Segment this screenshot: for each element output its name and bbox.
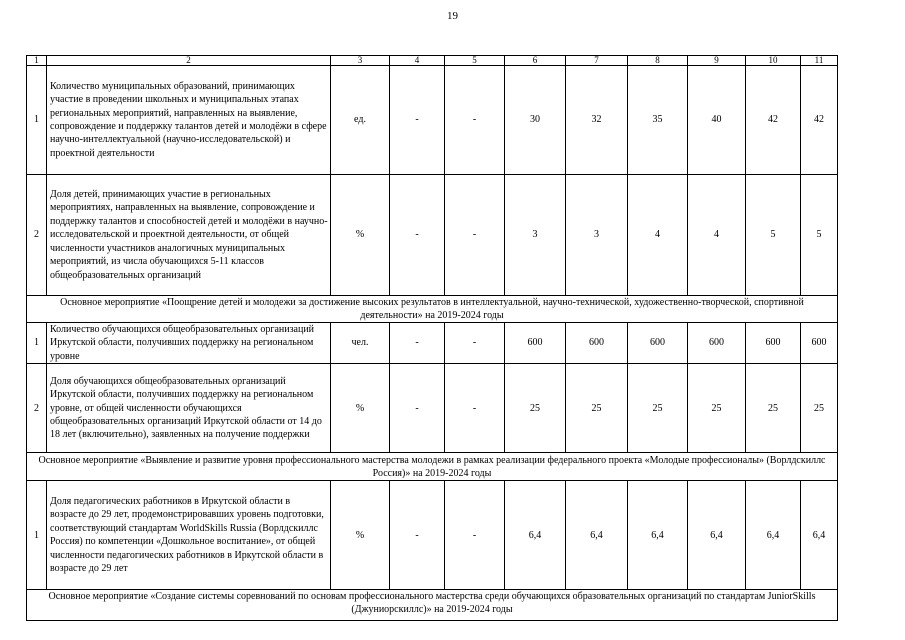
unit-cell: % [331,481,390,590]
value-cell: - [390,481,445,590]
section-heading: Основное мероприятие «Выявление и развитие уровня профессионального мастерства молодежи в рамках реализации федерального проекта «Молодые профессионалы» (Ворлдскиллс Россия)» на 2019-2024 годы [27,453,838,481]
value-cell: 5 [746,175,801,296]
value-cell: 32 [566,66,628,175]
table-row [27,323,838,364]
unit-cell: ед. [331,66,390,175]
row-number: 2 [27,364,47,453]
unit-cell: чел. [331,323,390,364]
value-cell: 4 [628,175,688,296]
column-number: 7 [566,56,628,66]
unit-cell: % [331,175,390,296]
value-cell: 25 [801,364,838,453]
value-cell: - [445,175,505,296]
value-cell: 600 [628,323,688,364]
value-cell: 25 [628,364,688,453]
indicator-description: Количество муниципальных образований, принимающих участие в проведении школьных и муниципальных этапах региональных мероприятий, направленных на выявление, сопровождение и поддержку талантов детей и молодёжи в сфере научно-интеллектуальной (научно-исследовательской) и проектной деятельности [47,66,331,175]
value-cell: 6,4 [566,481,628,590]
value-cell: - [390,323,445,364]
value-cell: 3 [566,175,628,296]
table-row [27,175,838,296]
page-number: 19 [447,10,458,22]
row-number: 1 [27,66,47,175]
indicator-description: Количество обучающихся общеобразовательных организаций Иркутской области, получивших поддержку на региональном уровне [47,323,331,364]
value-cell: 25 [688,364,746,453]
row-number: 2 [27,175,47,296]
value-cell: 3 [505,175,566,296]
value-cell: 25 [566,364,628,453]
value-cell: 600 [746,323,801,364]
value-cell: - [445,66,505,175]
value-cell: 25 [505,364,566,453]
section-heading: Основное мероприятие «Поощрение детей и молодежи за достижение высоких результатов в интеллектуальной, научно-технической, художественно-творческой, спортивной деятельности» на 2019-2024 годы [27,296,838,323]
value-cell: - [390,66,445,175]
column-number-row [27,56,838,66]
value-cell: 42 [746,66,801,175]
section-heading-row [27,590,838,621]
column-number: 8 [628,56,688,66]
value-cell: 600 [566,323,628,364]
value-cell: 30 [505,66,566,175]
table-row [27,364,838,453]
value-cell: 40 [688,66,746,175]
value-cell: 42 [801,66,838,175]
row-number: 1 [27,323,47,364]
row-number: 1 [27,481,47,590]
value-cell: 600 [801,323,838,364]
table-row [27,66,838,175]
column-number: 5 [445,56,505,66]
value-cell: 4 [688,175,746,296]
section-heading-row [27,296,838,323]
unit-cell: % [331,364,390,453]
value-cell: - [445,323,505,364]
column-number: 1 [27,56,47,66]
section-heading: Основное мероприятие «Создание системы соревнований по основам профессионального мастерства среди обучающихся образовательных организаций по стандартам JuniorSkills (Джуниорскиллс)» на 2019-2024 годы [27,590,838,621]
indicator-description: Доля детей, принимающих участие в региональных мероприятиях, направленных на выявление, сопровождение и поддержку талантов и способностей детей и молодёжи в научно-исследовательской и проектной деятельности, от общей численности участников аналогичных муниципальных мероприятий, из числа обучающихся 5-11 классов общеобразовательных организаций [47,175,331,296]
value-cell: - [390,175,445,296]
value-cell: 35 [628,66,688,175]
indicators-table [26,55,838,621]
value-cell: - [390,364,445,453]
value-cell: 600 [688,323,746,364]
value-cell: - [445,364,505,453]
value-cell: 6,4 [505,481,566,590]
column-number: 2 [47,56,331,66]
section-heading-row [27,453,838,481]
value-cell: 25 [746,364,801,453]
value-cell: 600 [505,323,566,364]
column-number: 9 [688,56,746,66]
column-number: 10 [746,56,801,66]
column-number: 6 [505,56,566,66]
indicator-description: Доля педагогических работников в Иркутской области в возрасте до 29 лет, продемонстрировавших уровень подготовки, соответствующий стандартам WorldSkills Russia (Ворлдскиллс Россия) по компетенции «Дошкольное воспитание», от общей численности педагогических работников в Иркутской области в возрасте до 29 лет [47,481,331,590]
value-cell: 5 [801,175,838,296]
table-row [27,481,838,590]
indicator-description: Доля обучающихся общеобразовательных организаций Иркутской области, получивших поддержку на региональном уровне, от общей численности обучающихся общеобразовательных организаций Иркутской области от 14 до 18 лет (включительно), заявленных на получение поддержки [47,364,331,453]
column-number: 11 [801,56,838,66]
value-cell: 6,4 [746,481,801,590]
value-cell: 6,4 [688,481,746,590]
column-number: 3 [331,56,390,66]
value-cell: 6,4 [801,481,838,590]
value-cell: 6,4 [628,481,688,590]
value-cell: - [445,481,505,590]
column-number: 4 [390,56,445,66]
